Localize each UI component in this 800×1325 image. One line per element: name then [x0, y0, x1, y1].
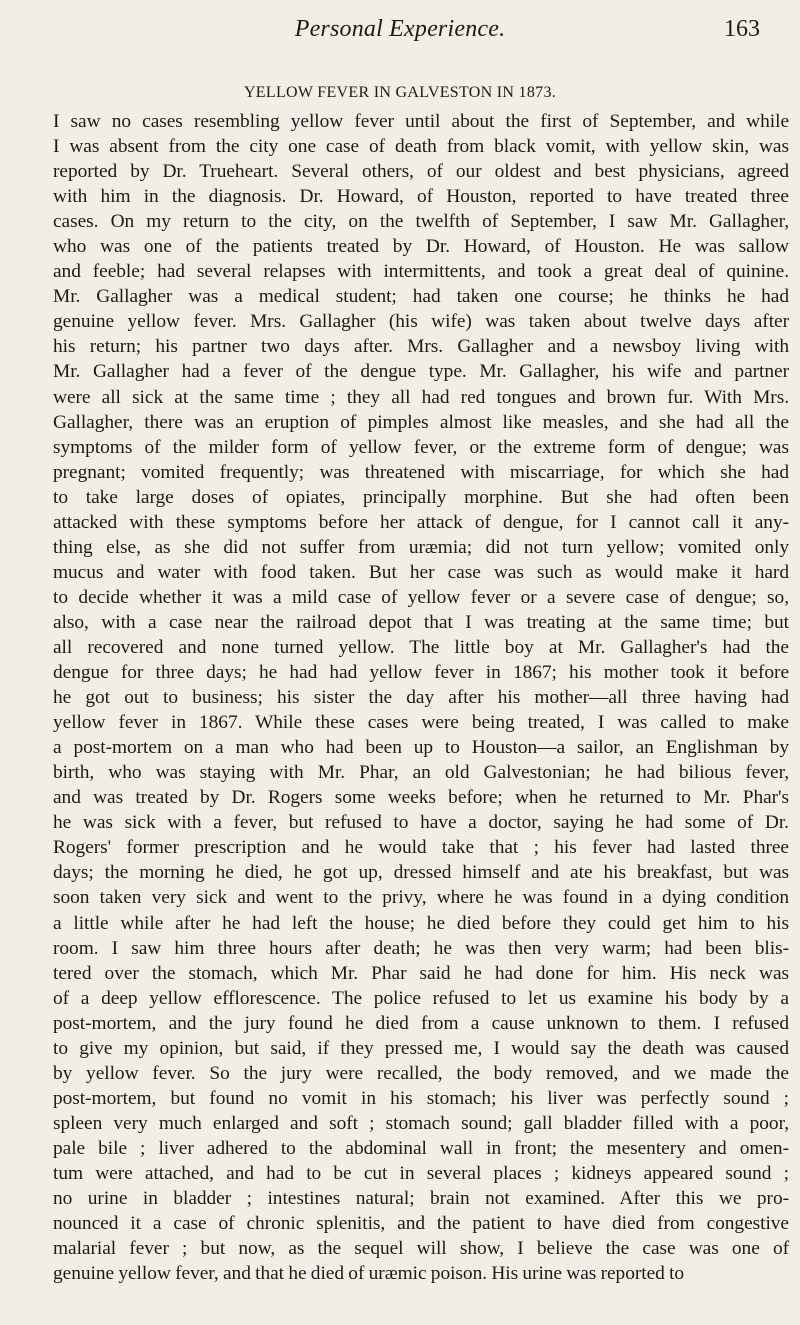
text-line: symptoms of the milder form of yellow fever, or the extreme form of dengue; was: [53, 436, 789, 458]
text-line: room. I saw him three hours after death; he was then very warm; had been blis-: [53, 937, 789, 959]
text-line: Mr. Gallagher had a fever of the dengue type. Mr. Gallagher, his wife and partner: [53, 361, 789, 383]
text-line: dengue for three days; he had had yellow fever in 1867; his mother took it before: [53, 662, 789, 684]
text-line: I saw no cases resembling yellow fever until about the first of September, and while: [53, 111, 789, 132]
text-line: Gallagher, there was an eruption of pimples almost like measles, and she had all the: [53, 411, 789, 433]
section-heading: YELLOW FEVER IN GALVESTON IN 1873.: [243, 84, 557, 101]
text-line: cases. On my return to the city, on the twelfth of September, I saw Mr. Gallagher,: [53, 211, 789, 233]
text-line: also, with a case near the railroad depot that I was treating at the same time; but: [53, 611, 789, 633]
text-line: tum were attached, and had to be cut in several places ; kidneys appeared sound ;: [53, 1162, 789, 1184]
text-line: who was one of the patients treated by Dr. Howard, of Houston. He was sallow: [53, 236, 789, 258]
text-line: genuine yellow fever. Mrs. Gallagher (his wife) was taken about twelve days after: [53, 311, 789, 333]
text-line: mucus and water with food taken. But her case was such as would make it hard: [53, 561, 789, 583]
text-line: reported by Dr. Trueheart. Several others, of our oldest and best physicians, agreed: [53, 161, 789, 183]
text-line: with him in the diagnosis. Dr. Howard, of Houston, reported to have treated three: [53, 186, 789, 208]
text-line: soon taken very sick and went to the privy, where he was found in a dying condition: [53, 887, 789, 909]
running-title: Personal Experience.: [294, 16, 506, 42]
text-line: were all sick at the same time ; they all had red tongues and brown fur. With Mrs.: [53, 386, 789, 408]
text-line: of a deep yellow efflorescence. The police refused to let us examine his body by a: [53, 987, 789, 1009]
text-line: to give my opinion, but said, if they pressed me, I would say the death was caused: [53, 1037, 789, 1059]
text-line: Rogers' former prescription and he would take that ; his fever had lasted three: [53, 837, 789, 859]
text-line: spleen very much enlarged and soft ; stomach sound; gall bladder filled with a poor,: [53, 1112, 789, 1134]
text-line: a post-mortem on a man who had been up to Houston—a sailor, an Englishman by: [53, 737, 789, 759]
text-line: yellow fever in 1867. While these cases were being treated, I was called to make: [53, 712, 789, 734]
text-line: I was absent from the city one case of death from black vomit, with yellow skin, was: [53, 136, 789, 158]
text-line: by yellow fever. So the jury were recalled, the body removed, and we made the: [53, 1062, 789, 1084]
text-line: attacked with these symptoms before her attack of dengue, for I cannot call it any-: [53, 511, 789, 533]
text-line: thing else, as she did not suffer from uræmia; did not turn yellow; vomited only: [53, 536, 789, 558]
text-line: and feeble; had several relapses with intermittents, and took a great deal of quinine.: [53, 261, 789, 283]
text-line: post-mortem, and the jury found he died from a cause unknown to them. I refused: [53, 1012, 789, 1034]
text-line: to decide whether it was a mild case of yellow fever or a severe case of dengue; so,: [53, 586, 789, 608]
text-line: he was sick with a fever, but refused to have a doctor, saying he had some of Dr.: [53, 812, 789, 834]
text-line: he got out to business; his sister the day after his mother—all three having had: [53, 687, 789, 709]
text-line: pale bile ; liver adhered to the abdominal wall in front; the mesentery and omen-: [53, 1137, 789, 1159]
text-line: post-mortem, but found no vomit in his stomach; his liver was perfectly sound ;: [53, 1087, 789, 1109]
text-line: pregnant; vomited frequently; was threatened with miscarriage, for which she had: [53, 461, 789, 483]
text-line: and was treated by Dr. Rogers some weeks before; when he returned to Mr. Phar's: [53, 787, 789, 809]
text-line: his return; his partner two days after. Mrs. Gallagher and a newsboy living with: [53, 336, 789, 358]
text-line: Mr. Gallagher was a medical student; had taken one course; he thinks he had: [53, 286, 789, 308]
text-line: a little while after he had left the house; he died before they could get him to his: [53, 912, 789, 934]
page-header: [0, 12, 800, 52]
body-paragraph: [53, 109, 789, 1286]
text-line: nounced it a case of chronic splenitis, and the patient to have died from congestive: [53, 1213, 789, 1235]
text-line: genuine yellow fever, and that he died of uræmic poison. His urine was reported to: [53, 1263, 685, 1285]
text-line: all recovered and none turned yellow. The little boy at Mr. Gallagher's had the: [53, 636, 789, 658]
text-line: birth, who was staying with Mr. Phar, an old Galvestonian; he had bilious fever,: [53, 762, 789, 784]
text-line: to take large doses of opiates, principally morphine. But she had often been: [53, 486, 789, 508]
text-line: malarial fever ; but now, as the sequel will show, I believe the case was one of: [53, 1238, 789, 1260]
text-line: tered over the stomach, which Mr. Phar said he had done for him. His neck was: [53, 962, 789, 984]
text-line: days; the morning he died, he got up, dressed himself and ate his breakfast, but was: [53, 862, 789, 884]
text-line: no urine in bladder ; intestines natural; brain not examined. After this we pro-: [53, 1188, 789, 1210]
page-number: 163: [724, 16, 760, 42]
